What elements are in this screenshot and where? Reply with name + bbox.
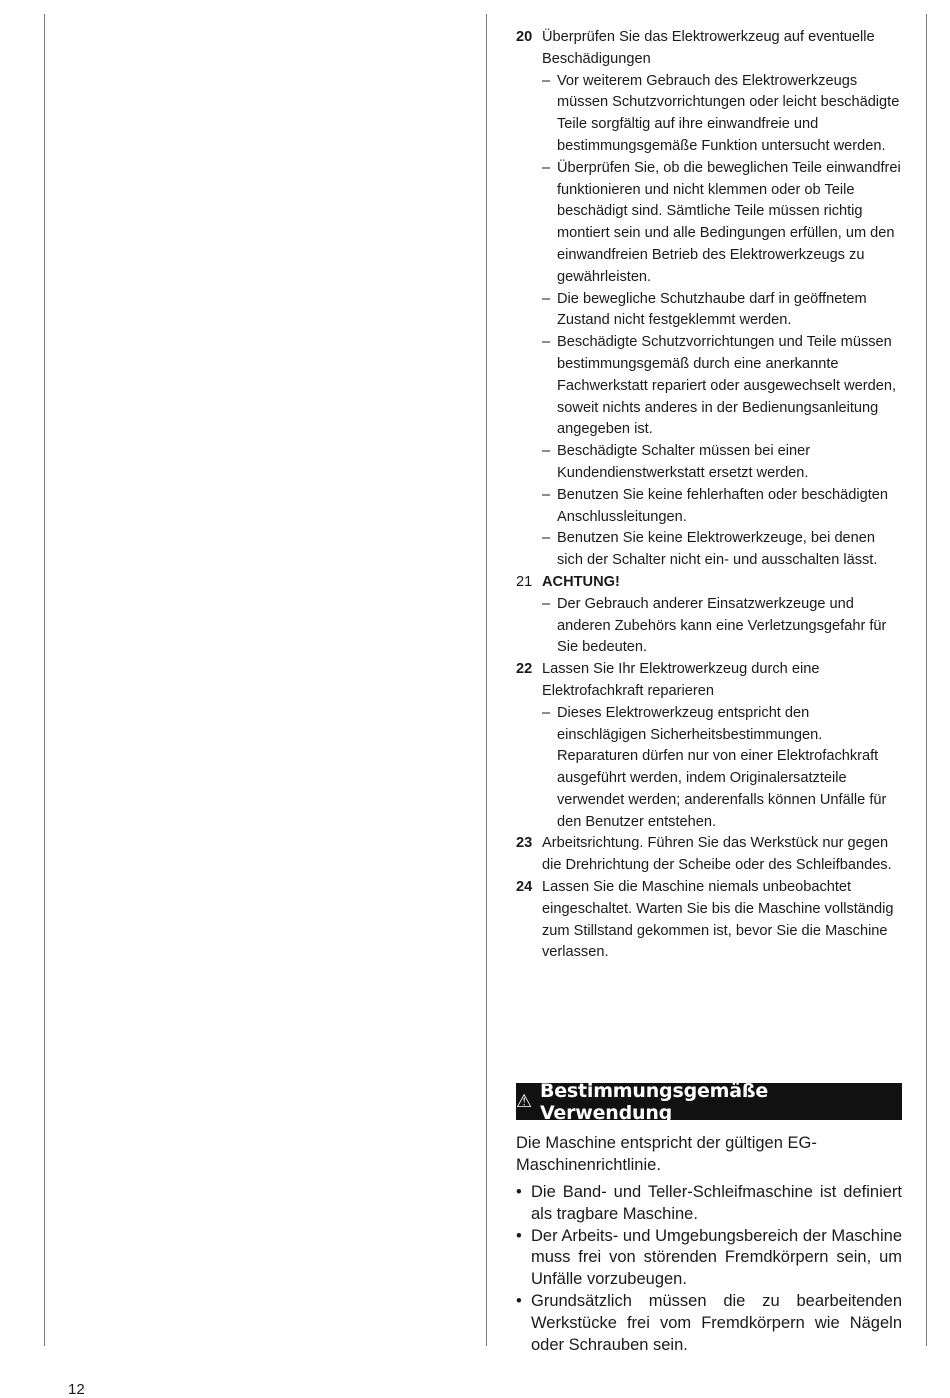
dash-text: Die bewegliche Schutzhaube darf in geöffnetem Zustand nicht festgeklemmt werden. xyxy=(557,290,867,329)
dash-marker: – xyxy=(542,159,551,176)
dash-point xyxy=(542,528,902,572)
dash-marker: – xyxy=(542,704,551,721)
bullet-text: Der Arbeits- und Umgebungsbereich der Maschine muss frei von störenden Fremdkörpern sein, um Unfälle vorzubeugen. xyxy=(531,1226,902,1289)
item-number: 23 xyxy=(516,835,533,852)
bullet-list xyxy=(516,1182,902,1356)
dash-text: Benutzen Sie keine fehlerhaften oder beschädigten Anschlussleitungen. xyxy=(557,486,889,525)
bullet-marker: • xyxy=(516,1183,522,1201)
dash-point xyxy=(542,485,902,529)
dash-text: Der Gebrauch anderer Einsatzwerkzeuge und anderen Zubehörs kann eine Verletzungsgefahr für Sie bedeuten. xyxy=(557,595,887,656)
instruction-item-20 xyxy=(516,27,902,572)
dash-marker: – xyxy=(542,443,551,460)
safety-instructions-list xyxy=(516,27,902,964)
dash-text: Vor weiterem Gebrauch des Elektrowerkzeugs müssen Schutzvorrichtungen oder leicht beschädigte Teile sorgfältig auf ihre einwandfreie und bestimmungsgemäße Funktion untersucht werden. xyxy=(557,72,900,154)
item-number: 22 xyxy=(516,661,533,678)
instruction-item-22 xyxy=(516,659,902,833)
instruction-item-24 xyxy=(516,877,902,964)
item-title: Lassen Sie Ihr Elektrowerkzeug durch eine Elektrofachkraft reparieren xyxy=(542,661,820,699)
dash-marker: – xyxy=(542,595,551,612)
bullet-marker: • xyxy=(516,1226,522,1245)
dash-point xyxy=(542,158,902,289)
bullet-marker: • xyxy=(516,1291,522,1310)
instruction-item-21 xyxy=(516,572,902,659)
dash-text: Beschädigte Schutzvorrichtungen und Teile müssen bestimmungsgemäß durch eine anerkannte Fachwerkstatt repariert oder ausgewechselt werden, soweit nichts anderes in der Bedienungsanleitung angegeben ist. xyxy=(557,334,897,438)
dash-point xyxy=(542,441,902,485)
dash-point xyxy=(542,289,902,333)
bullet-item xyxy=(516,1182,902,1226)
dash-point xyxy=(542,332,902,441)
item-title: Arbeitsrichtung. Führen Sie das Werkstück nur gegen die Drehrichtung der Scheibe oder des Schleifbandes. xyxy=(542,835,892,874)
item-title: Überprüfen Sie das Elektrowerkzeug auf eventuelle Beschädigungen xyxy=(542,29,875,67)
dash-text: Überprüfen Sie, ob die beweglichen Teile einwandfrei funktionieren und nicht klemmen oder ob Teile beschädigt sind. Sämtliche Teile müssen richtig montiert sein und alle Bedingungen erfüllen, um den einwandfreien Betrieb des Elektrowerkzeugs zu gewährleisten. xyxy=(557,159,901,285)
dash-text: Beschädigte Schalter müssen bei einer Kundendienstwerkstatt ersetzt werden. xyxy=(557,443,811,481)
item-number: 20 xyxy=(516,29,533,45)
dash-text: Dieses Elektrowerkzeug entspricht den einschlägigen Sicherheitsbestimmungen. Reparaturen dürfen nur von einer Elektrofachkraft ausgeführt werden, indem Originalersatzteile verwendet werden; anderenfalls können Unfälle für den Benutzer entstehen. xyxy=(557,704,887,830)
middle-column-rule xyxy=(486,14,487,1346)
dash-point xyxy=(542,594,902,659)
instruction-item-23 xyxy=(516,833,902,877)
page-number: 12 xyxy=(68,1381,85,1398)
section-heading-banner xyxy=(516,1079,902,1124)
intended-use-section xyxy=(516,1079,902,1356)
item-number: 24 xyxy=(516,879,533,896)
dash-marker: – xyxy=(542,486,551,503)
item-title: ACHTUNG! xyxy=(542,573,620,590)
section-heading: Bestimmungsgemäße Verwendung xyxy=(539,1079,769,1124)
item-title: Lassen Sie die Maschine niemals unbeobachtet eingeschaltet. Warten Sie bis die Maschine vollständig zum Stillstand gekommen ist, bevor Sie die Maschine verlassen. xyxy=(542,879,894,961)
dash-point xyxy=(542,703,902,834)
section-intro: Die Maschine entspricht der gültigen EG-Maschinenrichtlinie. xyxy=(516,1134,817,1174)
dash-marker: – xyxy=(542,72,551,89)
bullet-item xyxy=(516,1291,902,1356)
bullet-text: Die Band- und Teller-Schleifmaschine ist definiert als tragbare Maschine. xyxy=(531,1183,902,1223)
right-column-rule xyxy=(926,14,927,1346)
dash-marker: – xyxy=(542,290,551,307)
dash-marker: – xyxy=(542,334,551,351)
dash-text: Benutzen Sie keine Elektrowerkzeuge, bei denen sich der Schalter nicht ein- und ausschalten lässt. xyxy=(557,530,878,569)
item-number: 21 xyxy=(516,573,533,590)
bullet-text: Grundsätzlich müssen die zu bearbeitenden Werkstücke frei vom Fremdkörpern wie Nägeln oder Schrauben sein. xyxy=(531,1291,902,1354)
warning-triangle-icon: ⚠ xyxy=(516,1091,532,1112)
dash-marker: – xyxy=(542,530,551,547)
left-column-rule xyxy=(44,14,45,1346)
dash-point xyxy=(542,71,902,158)
bullet-item xyxy=(516,1226,902,1291)
